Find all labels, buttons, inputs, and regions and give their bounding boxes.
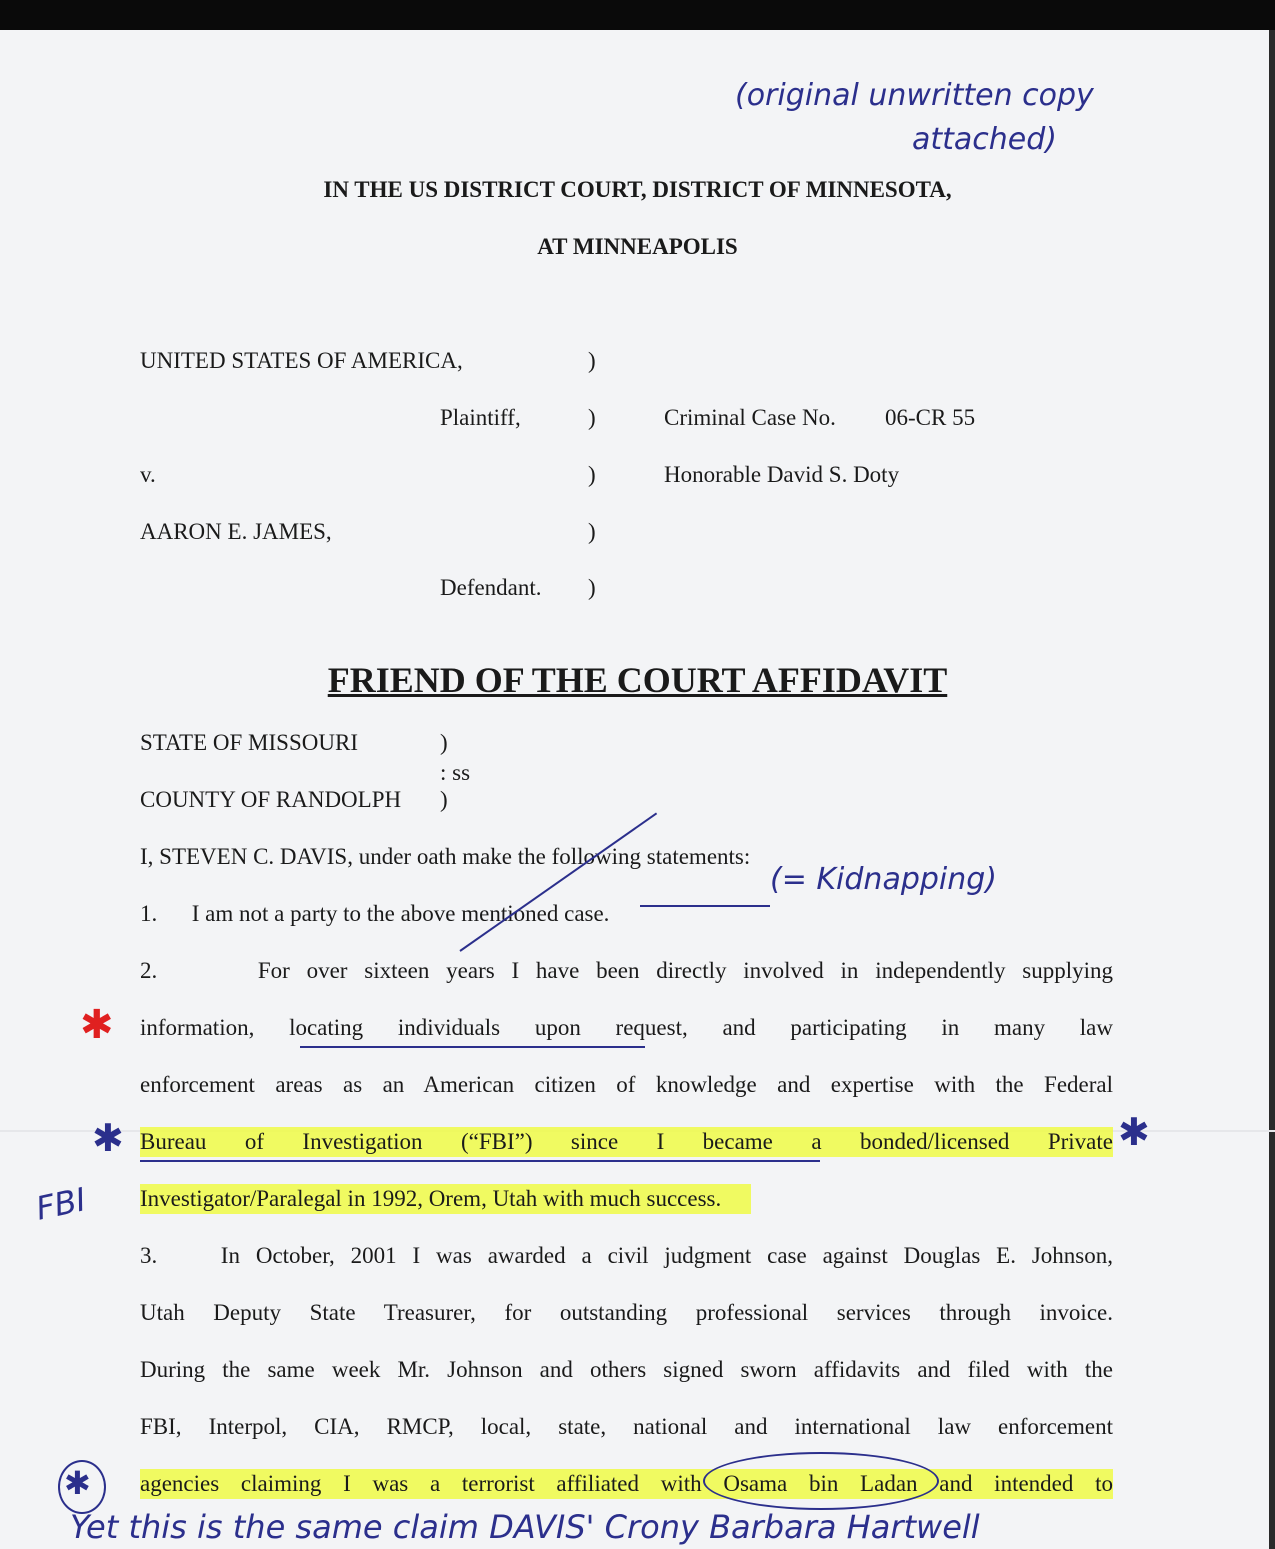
paragraph-3-line: agencies claiming I was a terrorist affiliated with Osama bin Ladan and intended to: [140, 1469, 1113, 1499]
handwritten-fbi: FBI: [32, 1180, 90, 1228]
paragraph-3-line: 3. In October, 2001 I was awarded a civil judgment case against Douglas E. Johnson,: [140, 1243, 1113, 1268]
paragraph-2-line: Investigator/Paralegal in 1992, Orem, Utah with much success.: [140, 1184, 751, 1214]
handwritten-note-line2: attached): [912, 122, 1058, 157]
versus: v.: [140, 462, 156, 487]
plaintiff-name: UNITED STATES OF AMERICA,: [140, 348, 463, 373]
asterisk-icon: ✱: [1118, 1112, 1150, 1154]
caption-paren: ): [588, 575, 596, 600]
handwritten-bottom-note: Yet this is the same claim DAVIS' Crony Barbara Hartwell: [70, 1508, 980, 1546]
affiant-intro: I, STEVEN C. DAVIS, under oath make the following statements:: [140, 844, 751, 869]
document-title: FRIEND OF THE COURT AFFIDAVIT: [327, 660, 948, 700]
caption-paren: ): [588, 348, 596, 373]
paragraph-2-line: 2. For over sixteen years I have been directly involved in independently supplying: [140, 958, 1113, 983]
paragraph-2-line: information, locating individuals upon request, and participating in many law: [140, 1015, 1113, 1040]
paragraph-2-line: enforcement areas as an American citizen of knowledge and expertise with the Federal: [140, 1072, 1113, 1097]
case-label: Criminal Case No.: [664, 405, 836, 430]
handwritten-note-line1: (original unwritten copy: [735, 78, 1094, 113]
court-heading-line2: AT MINNEAPOLIS: [537, 234, 738, 259]
handwritten-underline: [140, 1160, 820, 1162]
venue-paren: ): [440, 730, 448, 755]
caption-paren: ): [588, 519, 596, 544]
handwritten-underline: [300, 1046, 645, 1048]
red-asterisk-icon: ✱: [80, 1002, 114, 1047]
paragraph-2-line: Bureau of Investigation (“FBI”) since I became a bonded/licensed Private: [140, 1127, 1113, 1157]
court-heading-line1: IN THE US DISTRICT COURT, DISTRICT OF MINNESOTA,: [323, 177, 952, 202]
defendant-label: Defendant.: [440, 575, 542, 600]
venue-ss: : ss: [440, 760, 471, 785]
venue-paren: ): [440, 787, 448, 812]
handwritten-kidnapping: (= Kidnapping): [770, 862, 998, 897]
annotation-line: [640, 905, 770, 907]
paragraph-1: 1. I am not a party to the above mentioned case.: [140, 901, 610, 926]
handwritten-circle: [703, 1452, 939, 1510]
judge-name: Honorable David S. Doty: [664, 462, 900, 487]
case-number: 06-CR 55: [885, 405, 976, 430]
caption-paren: ): [588, 462, 596, 487]
venue-state: STATE OF MISSOURI: [140, 730, 358, 755]
caption-paren: ): [588, 405, 596, 430]
paragraph-3-line: Utah Deputy State Treasurer, for outstanding professional services through invoice.: [140, 1300, 1113, 1325]
asterisk-icon: ✱: [64, 1465, 91, 1501]
paragraph-3-line: During the same week Mr. Johnson and others signed sworn affidavits and filed with the: [140, 1357, 1113, 1382]
paragraph-3-line: FBI, Interpol, CIA, RMCP, local, state, national and international law enforcement: [140, 1414, 1113, 1439]
annotation-arrow: [459, 813, 657, 952]
defendant-name: AARON E. JAMES,: [140, 519, 332, 544]
asterisk-icon: ✱: [92, 1118, 124, 1160]
venue-county: COUNTY OF RANDOLPH: [140, 787, 402, 812]
plaintiff-label: Plaintiff,: [440, 405, 521, 430]
scan-border-top: [0, 0, 1275, 30]
